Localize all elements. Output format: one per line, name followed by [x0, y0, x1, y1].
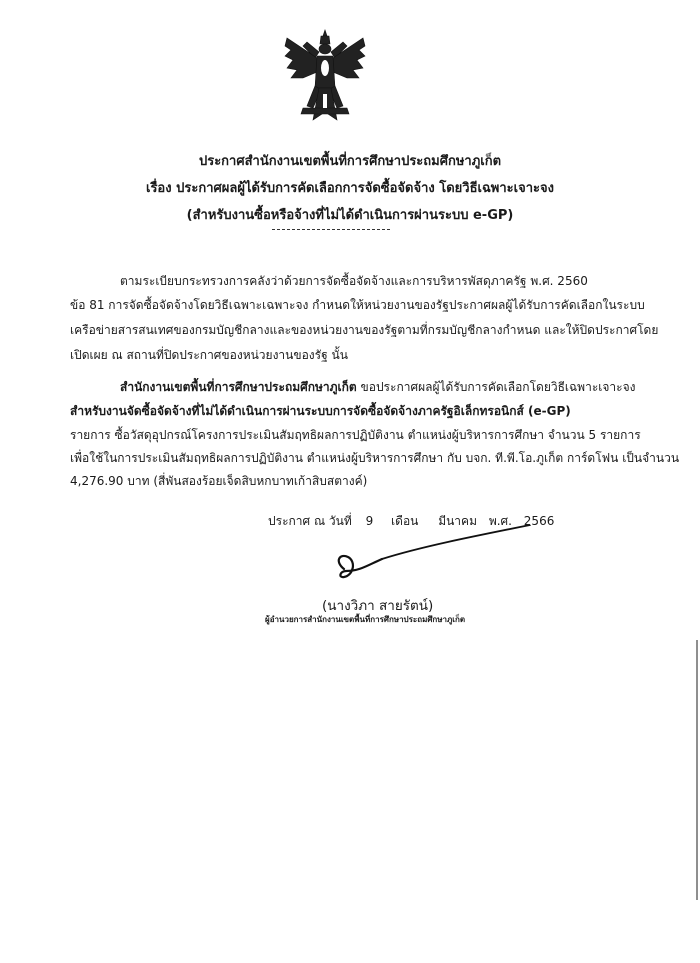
handwritten-signature: [330, 525, 540, 585]
paragraph1-line1: ตามระเบียบกระทรวงการคลังว่าด้วยการจัดซื้อจัดจ้างและการบริหารพัสดุภาครัฐ พ.ศ. 2560: [120, 274, 588, 288]
paragraph1-line4: เปิดเผย ณ สถานที่ปิดประกาศของหน่วยงานของรัฐ นั้น: [70, 348, 348, 362]
date-day: 9: [365, 514, 374, 528]
paragraph2-line5: 4,276.90 บาท (สี่พันสองร้อยเจ็ดสิบหกบาทเก้าสิบสตางค์): [70, 474, 368, 488]
paragraph2-line2: สำหรับงานจัดซื้อจัดจ้างที่ไม่ได้ดำเนินการผ่านระบบการจัดซื้อจัดจ้างภาครัฐอิเล็กทรอนิกส์ (e-GP): [70, 404, 571, 418]
announcement-scope: (สำหรับงานซื้อหรือจ้างที่ไม่ได้ดำเนินการผ่านระบบ e-GP): [186, 208, 514, 223]
garuda-emblem: [283, 28, 367, 128]
paragraph2-line4: เพื่อใช้ในการประเมินสัมฤทธิผลการปฏิบัติงาน ตำแหน่งผู้บริหารการศึกษา กับ บจก. ที.พี.โอ.ภูเก็ต การ์ดโฟน เป็นจำนวน: [70, 451, 680, 465]
office-name: สำนักงานเขตพื้นที่การศึกษาประถมศึกษาภูเก็ต: [120, 380, 357, 394]
date-month-label: เดือน: [391, 514, 419, 528]
header-divider: [272, 229, 390, 230]
paragraph2-line1: [120, 378, 635, 397]
scan-edge-line: [696, 640, 698, 900]
date-month: มีนาคม: [438, 514, 477, 528]
signer-title: ผู้อำนวยการสำนักงานเขตพื้นที่การศึกษาประถมศึกษาภูเก็ต: [265, 615, 466, 624]
paragraph1-line2: ข้อ 81 การจัดซื้อจัดจ้างโดยวิธีเฉพาะเฉพาะจง กำหนดให้หน่วยงานของรัฐประกาศผลผู้ได้รับการคัดเลือกในระบบ: [70, 298, 645, 312]
signer-name: (นางวิภา สายรัตน์): [322, 598, 434, 614]
paragraph2-line3: รายการ ซื้อวัสดุอุปกรณ์โครงการประเมินสัมฤทธิผลการปฏิบัติงาน ตำแหน่งผู้บริหารการศึกษา จำนวน 5 รายการ: [70, 428, 641, 442]
announcement-subject: เรื่อง ประกาศผลผู้ได้รับการคัดเลือกการจัดซื้อจัดจ้าง โดยวิธีเฉพาะเจาะจง: [146, 181, 554, 196]
paragraph2-line1-rest: ขอประกาศผลผู้ได้รับการคัดเลือกโดยวิธีเฉพาะเจาะจง: [356, 380, 636, 394]
announcement-heading: ประกาศสำนักงานเขตพื้นที่การศึกษาประถมศึกษาภูเก็ต: [198, 154, 502, 169]
date-year: 2566: [523, 514, 555, 528]
paragraph1-line3: เครือข่ายสารสนเทศของกรมบัญชีกลางและของหน่วยงานของรัฐตามที่กรมบัญชีกลางกำหนด และให้ปิดประกาศโดย: [70, 323, 659, 337]
date-prefix: ประกาศ ณ วันที่: [268, 514, 352, 528]
date-year-label: พ.ศ.: [488, 514, 512, 528]
